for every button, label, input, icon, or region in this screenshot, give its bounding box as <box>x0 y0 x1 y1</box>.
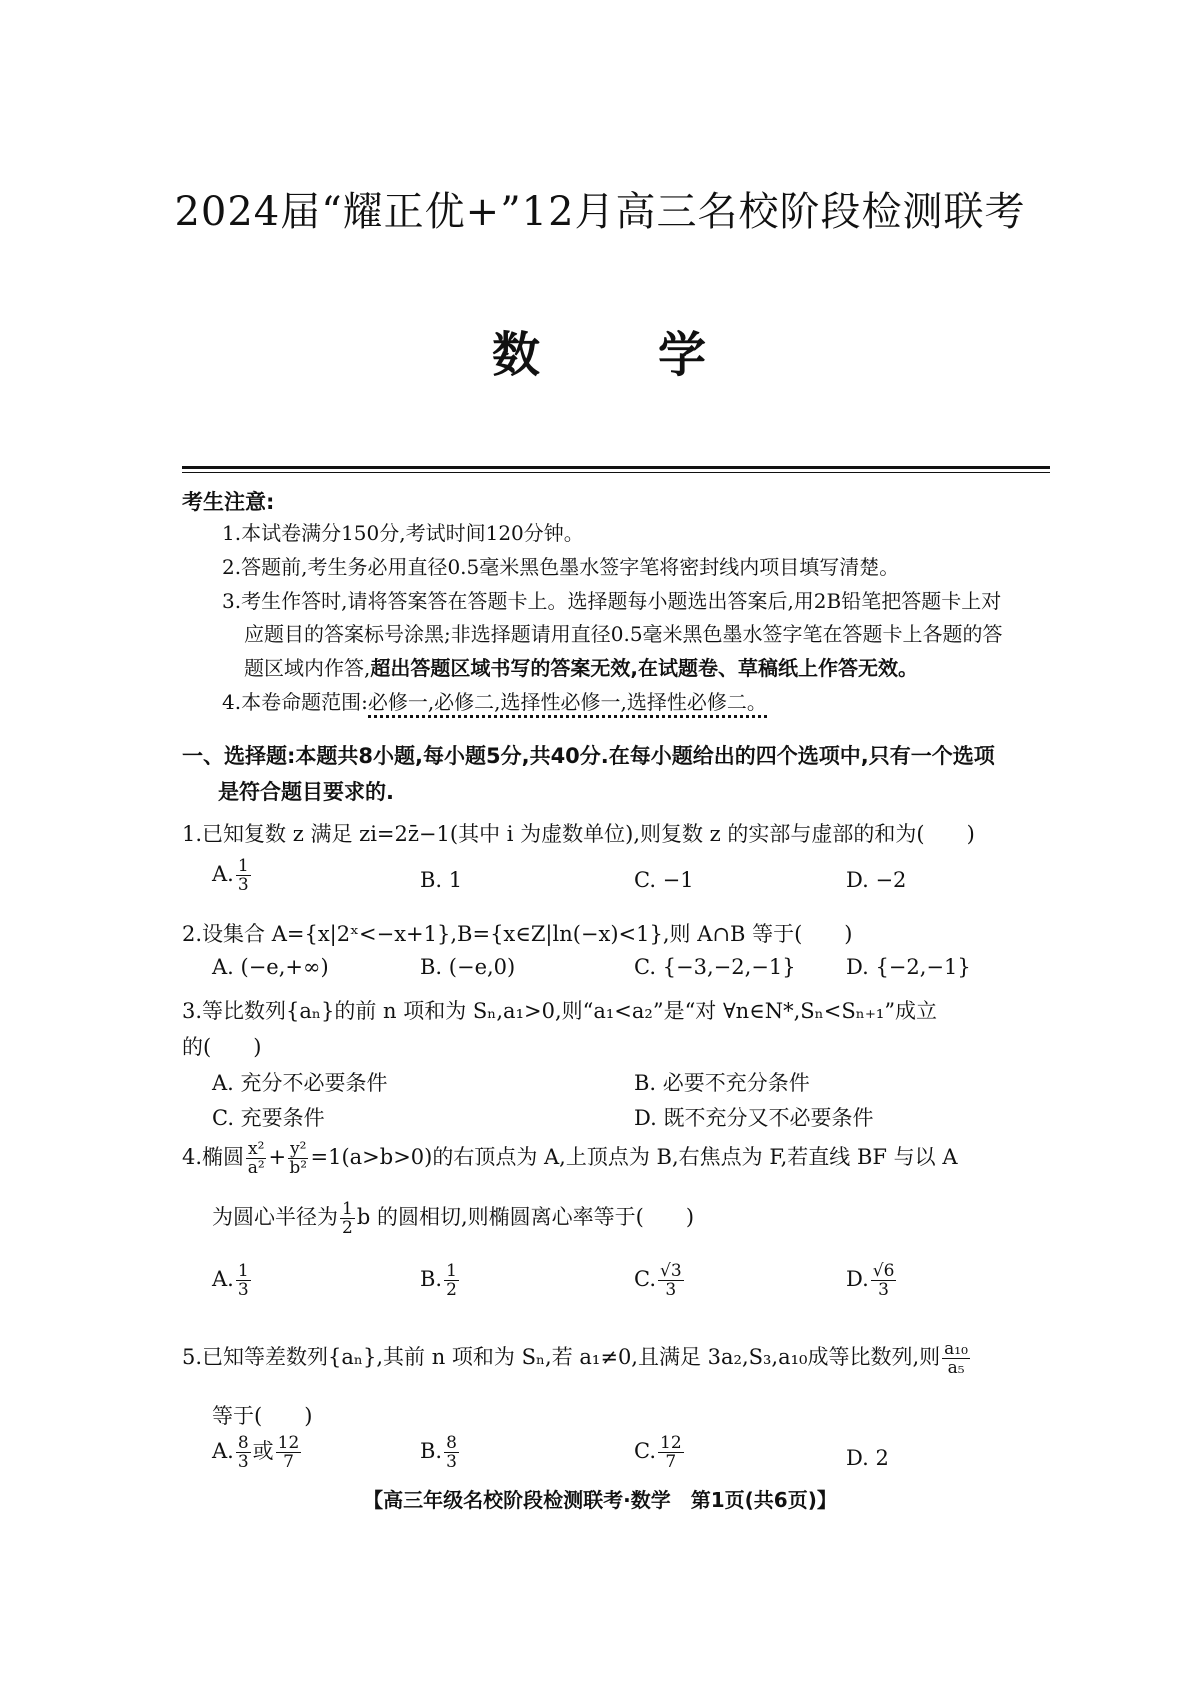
q3-option-c: C. 充要条件 <box>212 1106 325 1130</box>
q4-option-a-den: 3 <box>237 1280 249 1300</box>
exam-title: 2024届“耀正优+”12月高三名校阶段检测联考 <box>174 189 1026 235</box>
q5-option-b-num: 8 <box>446 1433 457 1453</box>
page-footer: 【高三年级名校阶段检测联考·数学 第1页(共6页)】 <box>363 1488 837 1512</box>
q4-stem-post: =1(a>b>0)的右顶点为 A,上顶点为 B,右焦点为 F,若直线 BF 与以 A <box>310 1145 958 1169</box>
q2-option-c: C. {−3,−2,−1} <box>634 955 796 979</box>
q4-half-den: 2 <box>342 1218 353 1238</box>
q2-option-a: A. (−e,+∞) <box>212 955 329 979</box>
q4-stem2-post: b 的圆相切,则椭圆离心率等于( ) <box>356 1205 695 1229</box>
divider-thin <box>182 472 1050 473</box>
q4-option-a-num: 1 <box>237 1261 249 1281</box>
q5-option-a <box>212 1434 303 1471</box>
q3-option-d: D. 既不充分又不必要条件 <box>634 1106 874 1130</box>
q4-x-num: x² <box>248 1139 265 1159</box>
q3-stem: 3.等比数列{aₙ}的前 n 项和为 Sₙ,a₁>0,则“a₁<a₂”是“对 ∀n∈N*,Sₙ<Sₙ₊₁”成立 <box>182 999 938 1023</box>
q4-option-d-den: 3 <box>878 1280 889 1300</box>
notice-item-3-emphasis: 超出答题区域书写的答案无效,在试题卷、草稿纸上作答无效。 <box>370 656 918 680</box>
q4-half-fraction <box>340 1200 355 1237</box>
notice-item-3-end-text: 题区域内作答, <box>244 656 371 680</box>
q5-option-b-den: 3 <box>446 1452 457 1472</box>
q5-stem-cont: 等于( ) <box>212 1404 313 1428</box>
notice-item-4-label: 4.本卷命题范围: <box>222 690 368 714</box>
q5-option-a-label: A. <box>212 1439 234 1463</box>
q2-option-b: B. (−e,0) <box>420 955 516 979</box>
q4-option-c <box>634 1262 686 1299</box>
q4-option-d-fraction <box>871 1262 897 1299</box>
subject-char-2: 学 <box>658 327 709 383</box>
q4-stem-pre: 4.椭圆 <box>182 1145 245 1169</box>
q4-stem <box>182 1140 957 1177</box>
q5-option-a-den-2: 7 <box>283 1452 294 1472</box>
q1-option-a <box>212 857 253 894</box>
q5-option-b-label: B. <box>420 1439 443 1463</box>
notice-item-2: 2.答题前,考生务必用直径0.5毫米黑色墨水签字笔将密封线内项目填写清楚。 <box>222 555 900 579</box>
q5-option-c-num: 12 <box>660 1433 682 1453</box>
q5-option-a-fraction-2 <box>276 1434 302 1471</box>
q5-option-c <box>634 1434 686 1471</box>
q4-option-a-fraction <box>236 1262 251 1299</box>
q1-option-a-num: 1 <box>237 856 249 876</box>
q5-option-a-num-1: 8 <box>237 1433 249 1453</box>
q4-stem2-pre: 为圆心半径为 <box>212 1205 338 1229</box>
q5-option-c-label: C. <box>634 1439 656 1463</box>
notice-item-3-cont: 应题目的答案标号涂黑;非选择题请用直径0.5毫米黑色墨水签字笔在答题卡上各题的答 <box>244 622 1003 646</box>
q1-option-a-label: A. <box>212 862 234 886</box>
q4-option-c-den: 3 <box>665 1280 677 1300</box>
q5-option-c-den: 7 <box>665 1452 677 1472</box>
q5-option-b <box>420 1434 461 1471</box>
q1-option-a-den: 3 <box>237 875 249 895</box>
q4-half-num: 1 <box>342 1199 353 1219</box>
q4-y-num: y² <box>290 1139 307 1159</box>
q4-option-d <box>846 1262 898 1299</box>
q4-y-fraction <box>288 1140 308 1177</box>
q4-option-b-den: 2 <box>446 1280 457 1300</box>
q5-option-a-or: 或 <box>252 1439 274 1463</box>
q5-option-b-fraction <box>444 1434 459 1471</box>
q3-stem-cont: 的( ) <box>182 1035 262 1059</box>
q1-option-d: D. −2 <box>846 868 907 892</box>
notice-item-4 <box>222 686 767 715</box>
q1-option-c: C. −1 <box>634 868 694 892</box>
section-1-heading-cont: 是符合题目要求的. <box>218 780 394 804</box>
q5-option-c-fraction <box>658 1434 684 1471</box>
q5-option-d: D. 2 <box>846 1446 889 1470</box>
q4-plus: + <box>268 1145 287 1169</box>
q3-option-a: A. 充分不必要条件 <box>212 1071 388 1095</box>
q5-stem-text: 5.已知等差数列{aₙ},其前 n 项和为 Sₙ,若 a₁≠0,且满足 3a₂,S₃,a₁₀成等比数列,则 <box>182 1345 941 1369</box>
q2-option-d: D. {−2,−1} <box>846 955 971 979</box>
q4-option-c-fraction <box>658 1262 684 1299</box>
q4-option-d-label: D. <box>846 1267 869 1291</box>
divider-thick <box>182 466 1050 469</box>
q5-option-a-den-1: 3 <box>237 1452 249 1472</box>
q4-option-b-num: 1 <box>446 1261 457 1281</box>
subject-title <box>0 316 1200 385</box>
q1-option-b: B. 1 <box>420 868 463 892</box>
q5-ratio-den: a₅ <box>947 1358 965 1378</box>
notice-item-3-end <box>244 652 918 681</box>
q5-option-a-num-2: 12 <box>277 1433 300 1453</box>
section-1-heading: 一、选择题:本题共8小题,每小题5分,共40分.在每小题给出的四个选项中,只有一个选项 <box>182 744 995 768</box>
q1-option-a-fraction <box>236 857 251 894</box>
q4-option-c-label: C. <box>634 1267 656 1291</box>
q4-option-b <box>420 1262 461 1299</box>
q4-option-c-num: √3 <box>660 1261 682 1281</box>
q4-option-b-label: B. <box>420 1267 443 1291</box>
q4-option-d-num: √6 <box>872 1261 895 1281</box>
q4-option-a-label: A. <box>212 1267 234 1291</box>
notice-item-3: 3.考生作答时,请将答案答在答题卡上。选择题每小题选出答案后,用2B铅笔把答题卡上对 <box>222 589 1002 613</box>
q4-option-a <box>212 1262 253 1299</box>
subject-char-1: 数 <box>491 327 542 383</box>
q2-stem: 2.设集合 A={x|2ˣ<−x+1},B={x∈Z|ln(−x)<1},则 A∩B 等于( ) <box>182 922 853 946</box>
notice-item-4-scope: 必修一,必修二,选择性必修一,选择性必修二。 <box>368 690 767 718</box>
q4-x-fraction <box>246 1140 266 1177</box>
q5-ratio-fraction <box>942 1340 970 1377</box>
notice-heading: 考生注意: <box>182 490 275 514</box>
q4-option-b-fraction <box>444 1262 459 1299</box>
q1-stem: 1.已知复数 z 满足 zi=2z̄−1(其中 i 为虚数单位),则复数 z 的实部与虚部的和为( ) <box>182 822 975 846</box>
q4-x-den: a² <box>247 1158 265 1178</box>
q5-ratio-num: a₁₀ <box>944 1339 968 1359</box>
q4-y-den: b² <box>289 1158 308 1178</box>
q5-option-a-fraction-1 <box>236 1434 251 1471</box>
q4-stem-cont <box>212 1200 694 1237</box>
q3-option-b: B. 必要不充分条件 <box>634 1071 810 1095</box>
q5-stem <box>182 1340 972 1377</box>
notice-item-1: 1.本试卷满分150分,考试时间120分钟。 <box>222 521 584 545</box>
